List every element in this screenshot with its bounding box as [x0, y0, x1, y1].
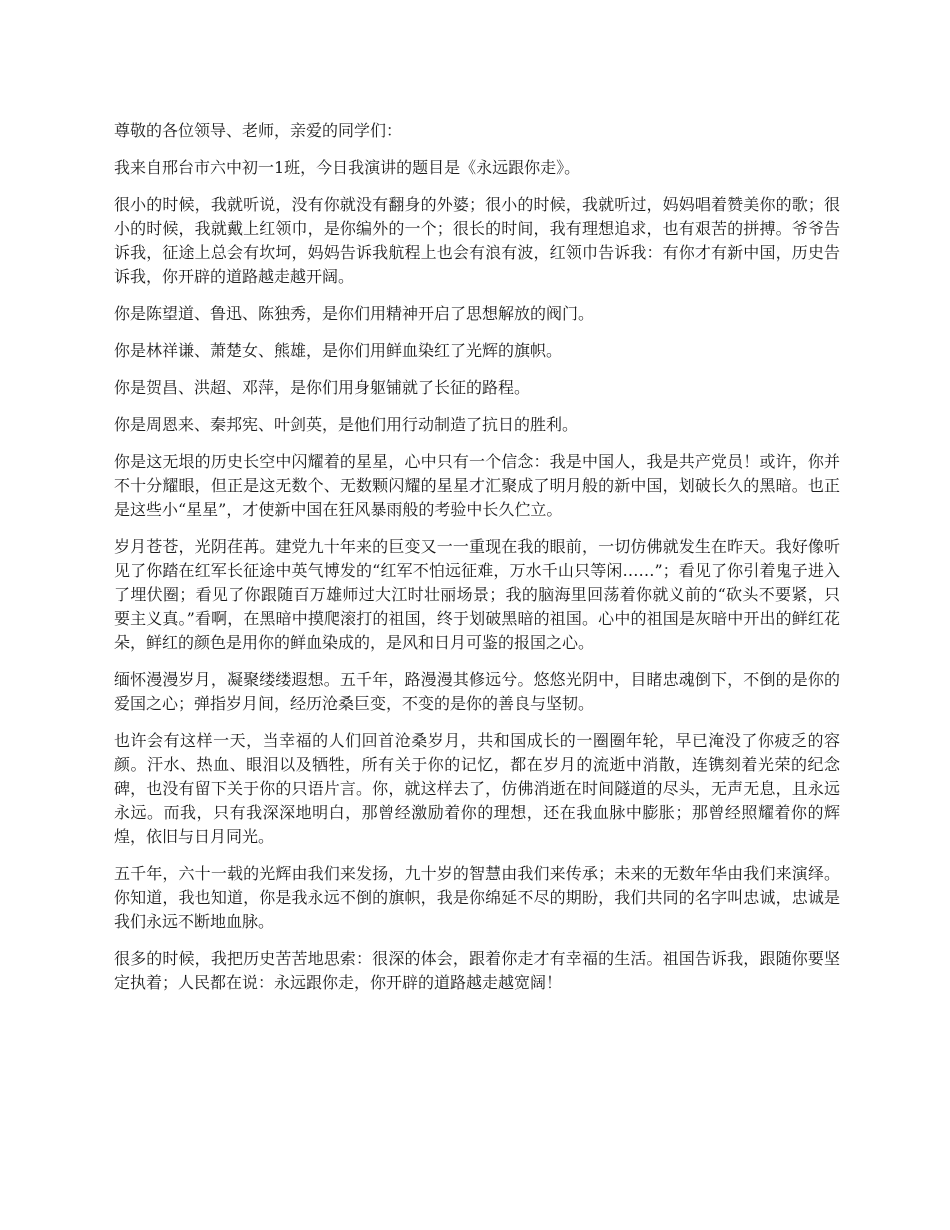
body-paragraph: 很小的时候，我就听说，没有你就没有翻身的外婆；很小的时候，我就听过，妈妈唱着赞美你的歌；很小的时候，我就戴上红领巾，是你编外的一个；很长的时间，我有理想追求，也有艰苦的拼搏。爷爷告诉我，征途上总会有坎坷，妈妈告诉我航程上也会有浪有波，红领巾告诉我：有你才有新中国，历史告诉我，你开辟的道路越走越开阔。: [114, 195, 840, 286]
body-paragraph: 岁月苍苍，光阴荏苒。建党九十年来的巨变又一一重现在我的眼前，一切仿佛就发生在昨天。我好像听见了你踏在红军长征途中英气博发的“红军不怕远征难，万水千山只等闲……”；看见了你引着鬼子进入了埋伏圈；看见了你跟随百万雄师过大江时壮丽场景；我的脑海里回荡着你就义前的“砍头不要紧，只要主义真。”看啊，在黑暗中摸爬滚打的祖国，终于划破黑暗的祖国。心中的祖国是灰暗中开出的鲜红花朵，鲜红的颜色是用你的鲜血染成的，是风和日月可鉴的报国之心。: [114, 537, 840, 652]
body-paragraph: 你是贺昌、洪超、邓萍，是你们用身躯铺就了长征的路程。: [114, 378, 531, 397]
introduction-paragraph: 我来自邢台市六中初一1班，今日我演讲的题目是《永远跟你走》。: [114, 158, 581, 177]
body-paragraph: 你是周恩来、秦邦宪、叶剑英，是他们用行动制造了抗日的胜利。: [114, 415, 579, 434]
body-paragraph: 也许会有这样一天，当幸福的人们回首沧桑岁月，共和国成长的一圈圈年轮，早已淹没了你疲乏的容颜。汗水、热血、眼泪以及牺牲，所有关于你的记忆，都在岁月的流逝中消散，连镌刻着光荣的纪念碑，也没有留下关于你的只语片言。你，就这样去了，仿佛消逝在时间隧道的尽头，无声无息，且永远永远。而我，只有我深深地明白，那曾经激励着你的理想，还在我血脉中膨胀；那曾经照耀着你的辉煌，依旧与日月同光。: [114, 731, 840, 846]
document-body: [114, 119, 840, 1008]
body-paragraph: 五千年，六十一载的光辉由我们来发扬，九十岁的智慧由我们来传承；未来的无数年华由我们来演绎。你知道，我也知道，你是我永远不倒的旗帜，我是你绵延不尽的期盼，我们共同的名字叫忠诚，忠诚是我们永远不断地血脉。: [114, 864, 840, 931]
salutation: 尊敬的各位领导、老师，亲爱的同学们：: [114, 121, 403, 140]
body-paragraph: 缅怀漫漫岁月，凝聚缕缕遐想。五千年，路漫漫其修远兮。悠悠光阴中，目睹忠魂倒下，不倒的是你的爱国之心；弹指岁月间，经历沧桑巨变，不变的是你的善良与坚韧。: [114, 670, 840, 713]
closing-paragraph: 很多的时候，我把历史苦苦地思索：很深的体会，跟着你走才有幸福的生活。祖国告诉我，跟随你要坚定执着；人民都在说：永远跟你走，你开辟的道路越走越宽阔！: [114, 949, 840, 992]
body-paragraph: 你是这无垠的历史长空中闪耀着的星星，心中只有一个信念：我是中国人，我是共产党员！或许，你并不十分耀眼，但正是这无数个、无数颗闪耀的星星才汇聚成了明月般的新中国，划破长久的黑暗。也正是这些小“星星”，才使新中国在狂风暴雨般的考验中长久伫立。: [114, 452, 840, 519]
body-paragraph: 你是陈望道、鲁迅、陈独秀，是你们用精神开启了思想解放的阀门。: [114, 304, 595, 323]
body-paragraph: 你是林祥谦、萧楚女、熊雄，是你们用鲜血染红了光辉的旗帜。: [114, 341, 563, 360]
